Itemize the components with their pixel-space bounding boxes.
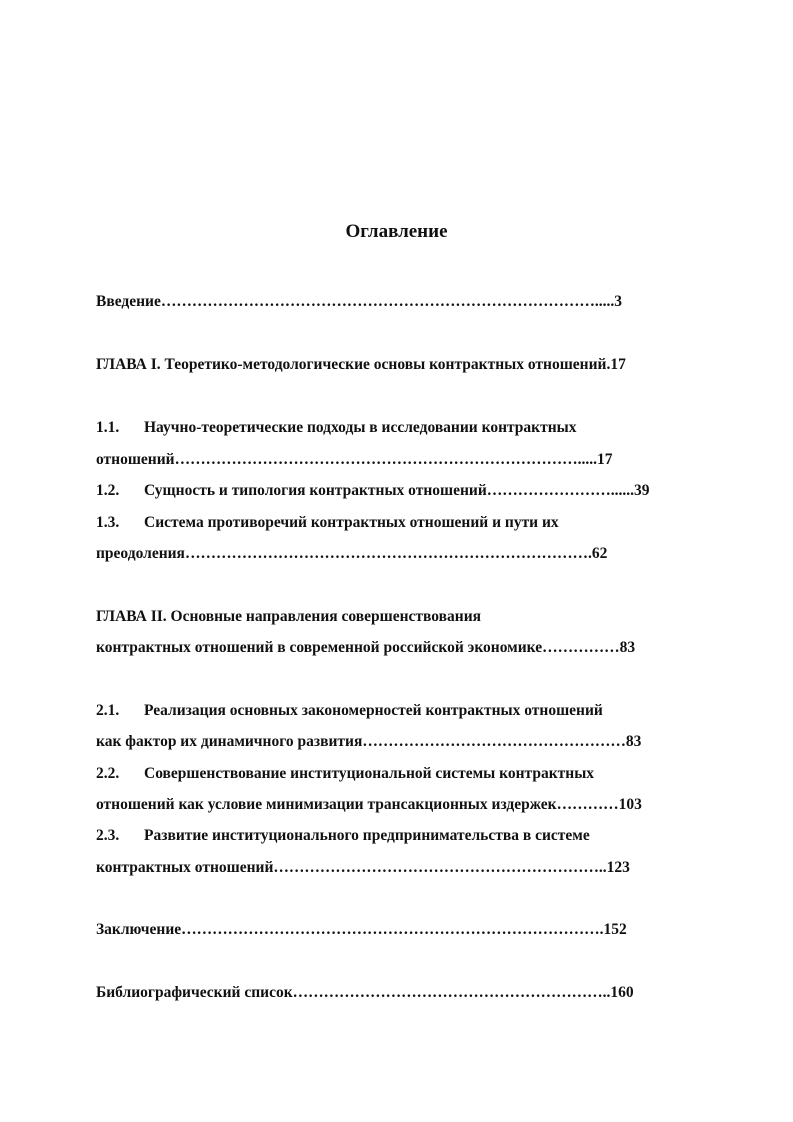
section-number: 1.2. <box>96 482 120 499</box>
toc-section-1-1 <box>96 418 577 438</box>
toc-section-2-1-cont: как фактор их динамичного развития……………………………………………83 <box>96 733 642 750</box>
toc-conclusion: Заключение……………………………………………………………………….152 <box>96 921 627 938</box>
section-number: 1.3. <box>96 514 120 531</box>
section-title: Реализация основных закономерностей контрактных отношений <box>144 702 603 719</box>
toc-section-2-2-cont: отношений как условие минимизации трансакционных издержек…………103 <box>96 796 642 813</box>
section-number: 2.3. <box>96 827 120 844</box>
section-title: Сущность и типология контрактных отношений……………………......39 <box>144 482 650 499</box>
section-title: Система противоречий контрактных отношений и пути их <box>144 514 559 531</box>
toc-section-1-3 <box>96 513 559 533</box>
toc-section-1-2 <box>96 481 650 501</box>
toc-section-2-3-cont: контрактных отношений………………………………………………………..123 <box>96 859 630 876</box>
toc-bibliography: Библиографический список……………………………………………………..160 <box>96 984 634 1001</box>
toc-chapter-2: ГЛАВА II. Основные направления совершенствования <box>96 608 482 625</box>
toc-chapter-1: ГЛАВА I. Теоретико-методологические основы контрактных отношений.17 <box>96 356 626 373</box>
page-title: Оглавление <box>345 221 448 242</box>
section-number: 2.1. <box>96 702 120 719</box>
section-title: Развитие институционального предпринимательства в системе <box>144 827 590 844</box>
section-title: Научно-теоретические подходы в исследовании контрактных <box>144 419 577 436</box>
toc-section-2-2 <box>96 764 594 784</box>
toc-section-2-3 <box>96 826 590 846</box>
section-number: 1.1. <box>96 419 120 436</box>
toc-section-1-1-cont: отношений…………………………………………………………………….....17 <box>96 451 613 468</box>
toc-section-2-1 <box>96 701 603 721</box>
section-number: 2.2. <box>96 765 120 782</box>
toc-intro: Введение………………………………………………………………………….....3 <box>96 293 622 310</box>
section-title: Совершенствование институциональной системы контрактных <box>144 765 595 782</box>
toc-section-1-3-cont: преодоления…………………………………………………………………….62 <box>96 545 608 562</box>
toc-chapter-2-cont: контрактных отношений в современной российской экономике……………83 <box>96 639 636 656</box>
